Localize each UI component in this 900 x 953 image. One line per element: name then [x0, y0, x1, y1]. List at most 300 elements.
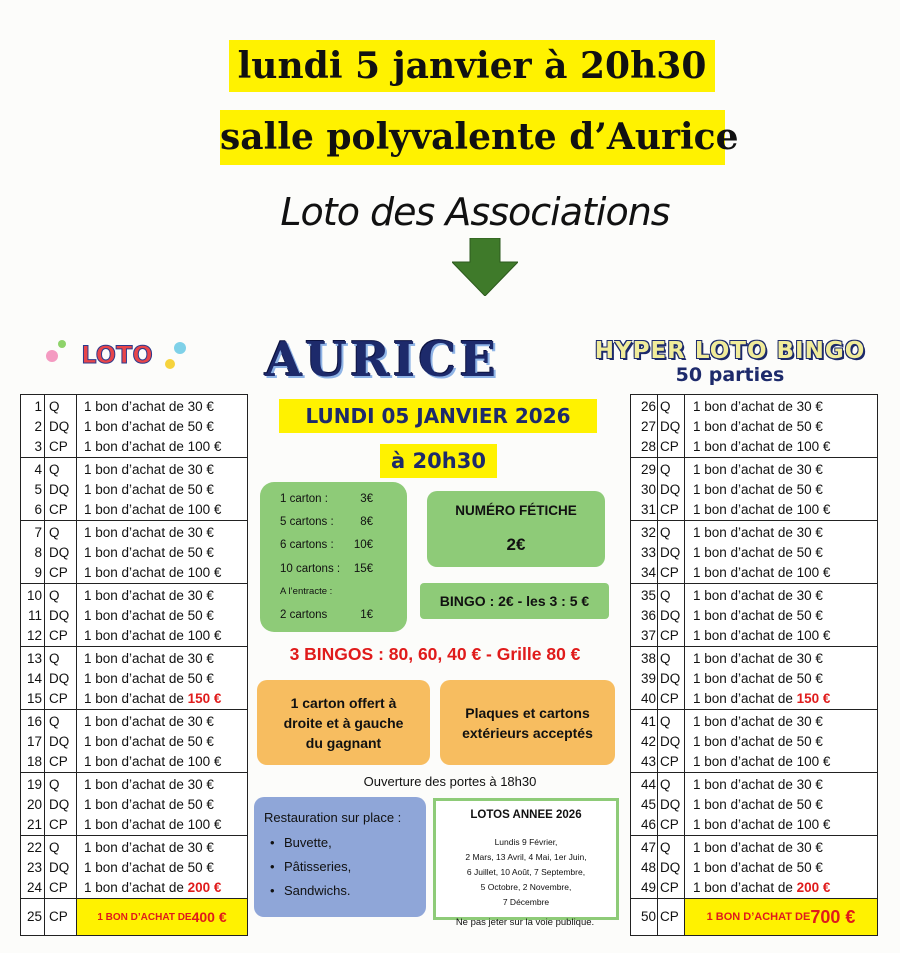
carton-price-value: 10€: [353, 539, 373, 551]
prize-description: [693, 669, 823, 690]
lotos-2026-box: [433, 798, 619, 920]
prize-highlight: 200 €: [796, 880, 831, 895]
prize-highlight: 150 €: [796, 691, 831, 706]
game-type: Q: [660, 525, 671, 540]
prize-row: [21, 586, 247, 607]
carton-price-label: 10 cartons :: [280, 563, 341, 575]
game-type: Q: [660, 399, 671, 414]
prize-row: [631, 649, 877, 670]
game-number: 44: [640, 777, 656, 792]
prize-text: 1 bon d’achat de 100 €: [84, 817, 222, 832]
catering-title: Restauration sur place :: [264, 810, 402, 825]
game-type: CP: [49, 754, 68, 769]
prize-description: [84, 775, 214, 796]
game-type: Q: [49, 840, 60, 855]
prize-text: 1 bon d’achat de 50 €: [693, 608, 823, 623]
prize-description: [84, 606, 214, 627]
prize-text: 1 BON D’ACHAT DE: [97, 911, 192, 923]
carton-price-value: 15€: [353, 563, 373, 575]
prize-text: 1 bon d’achat de 50 €: [84, 797, 214, 812]
prize-text: 1 bon d’achat de 50 €: [693, 419, 823, 434]
game-type: CP: [660, 691, 679, 706]
prize-row: [631, 795, 877, 816]
game-number: 47: [640, 840, 656, 855]
prize-group: [21, 710, 247, 773]
game-type: DQ: [49, 734, 70, 749]
prize-description: [693, 815, 830, 836]
prize-row: [21, 500, 247, 521]
game-number: 27: [640, 419, 656, 434]
game-number: 37: [640, 628, 656, 643]
down-arrow-icon: [452, 238, 518, 296]
prize-row: [21, 649, 247, 670]
doors-open-time: Ouverture des portes à 18h30: [363, 774, 537, 789]
game-type: DQ: [49, 797, 70, 812]
external-cards-box: [440, 680, 615, 765]
game-number: 16: [26, 714, 42, 729]
prize-group: [631, 773, 877, 836]
game-type: Q: [660, 714, 671, 729]
bingos-prizes: 3 BINGOS : 80, 60, 40 € - Grille 80 €: [289, 644, 581, 664]
game-number: 50: [640, 909, 656, 924]
game-type: DQ: [49, 608, 70, 623]
prize-text: 1 bon d’achat de 30 €: [84, 588, 214, 603]
prize-group: [21, 773, 247, 836]
game-type: DQ: [49, 482, 70, 497]
game-number: 45: [640, 797, 656, 812]
prize-description: [84, 417, 214, 438]
game-number: 49: [640, 880, 656, 895]
prize-text: 1 bon d’achat de 30 €: [84, 525, 214, 540]
prize-group: [631, 521, 877, 584]
prize-description: [693, 775, 823, 796]
game-type: CP: [660, 909, 679, 924]
game-number: 4: [34, 462, 42, 477]
prize-description: [84, 500, 221, 521]
prize-group: [631, 395, 877, 458]
prize-description: [693, 626, 830, 647]
entracte-price-label: 2 cartons: [280, 609, 328, 621]
prize-text: 1 bon d’achat de: [693, 880, 797, 895]
prize-row: [631, 626, 877, 647]
game-type: CP: [49, 565, 68, 580]
prize-text: 1 bon d’achat de 100 €: [84, 754, 222, 769]
prize-text: 1 bon d’achat de 30 €: [693, 651, 823, 666]
prize-description: [693, 586, 823, 607]
game-type: CP: [660, 439, 679, 454]
prize-row: [631, 838, 877, 859]
prize-description: [693, 606, 823, 627]
game-number: 20: [26, 797, 42, 812]
game-type: CP: [49, 691, 68, 706]
prize-description: [84, 460, 214, 481]
prize-description: [84, 878, 221, 899]
game-type: CP: [660, 565, 679, 580]
game-number: 46: [640, 817, 656, 832]
prize-description: [84, 523, 214, 544]
offert-line: droite et à gauche: [283, 714, 404, 731]
prize-description: [693, 523, 823, 544]
column-divider: [684, 395, 685, 935]
game-number: 25: [26, 909, 42, 924]
prize-description: [84, 586, 214, 607]
prize-row: [631, 437, 877, 458]
game-number: 40: [640, 691, 656, 706]
game-number: 43: [640, 754, 656, 769]
prize-text: 1 bon d’achat de 30 €: [693, 714, 823, 729]
prize-row: [21, 712, 247, 733]
prize-text: 1 bon d’achat de 50 €: [693, 671, 823, 686]
game-number: 14: [26, 671, 42, 686]
game-number: 21: [26, 817, 42, 832]
prize-description: [693, 752, 830, 773]
free-carton-box: [257, 680, 430, 765]
game-type: Q: [49, 651, 60, 666]
game-number: 10: [26, 588, 42, 603]
game-number: 11: [27, 608, 42, 623]
prize-text: 1 bon d’achat de 30 €: [693, 777, 823, 792]
prize-row: [631, 417, 877, 438]
prize-text: 1 bon d’achat de 30 €: [693, 399, 823, 414]
carton-price-label: 6 cartons :: [280, 539, 334, 551]
prize-text: 1 bon d’achat de 50 €: [693, 797, 823, 812]
game-type: CP: [49, 817, 68, 832]
event-date-banner: lundi 5 janvier à 20h30: [229, 40, 715, 92]
right-prize-table: [630, 394, 878, 936]
left-prize-table: [20, 394, 248, 936]
prize-row: [631, 878, 877, 899]
prize-row: [21, 543, 247, 564]
town-title: AURICE: [264, 332, 500, 388]
game-number: 35: [640, 588, 656, 603]
prize-text: 1 bon d’achat de 30 €: [84, 714, 214, 729]
game-type: CP: [49, 909, 68, 924]
game-type: DQ: [660, 545, 681, 560]
game-type: CP: [660, 754, 679, 769]
game-number: 33: [640, 545, 656, 560]
lotos-line: 6 Juillet, 10 Août, 7 Septembre,: [466, 867, 586, 877]
catering-item: • Sandwichs.: [284, 883, 350, 898]
prize-row: [631, 858, 877, 879]
game-number: 17: [26, 734, 42, 749]
prize-description: [84, 858, 214, 879]
prize-row: [631, 752, 877, 773]
prize-text: 1 bon d’achat de 100 €: [84, 628, 222, 643]
game-number: 48: [640, 860, 656, 875]
prize-text: 1 bon d’achat de 50 €: [693, 860, 823, 875]
game-type: Q: [49, 399, 60, 414]
prize-row: [21, 460, 247, 481]
prize-highlight: 400 €: [191, 909, 227, 925]
catering-item: • Pâtisseries,: [284, 859, 351, 874]
prize-text: 1 bon d’achat de 30 €: [693, 588, 823, 603]
prize-description: [84, 795, 214, 816]
event-date: LUNDI 05 JANVIER 2026: [279, 399, 597, 433]
entracte-label: A l’entracte :: [280, 586, 333, 597]
prize-row: [21, 858, 247, 879]
prize-description: [693, 689, 830, 710]
prize-row-final: [21, 899, 247, 935]
bingo-price: BINGO : 2€ - les 3 : 5 €: [420, 583, 609, 619]
prize-description: [84, 437, 221, 458]
prize-text: 1 bon d’achat de 30 €: [84, 651, 214, 666]
game-number: 15: [26, 691, 42, 706]
prize-text: 1 bon d’achat de 30 €: [693, 840, 823, 855]
game-number: 24: [26, 880, 42, 895]
game-number: 19: [26, 777, 42, 792]
prize-description: [693, 649, 823, 670]
prize-text: 1 bon d’achat de 30 €: [84, 840, 214, 855]
prize-text: 1 bon d’achat de 30 €: [693, 462, 823, 477]
prize-row: [21, 838, 247, 859]
prize-text: 1 bon d’achat de 50 €: [84, 545, 214, 560]
game-number: 18: [26, 754, 42, 769]
prize-row: [631, 460, 877, 481]
prize-description: [693, 437, 830, 458]
prize-row: [21, 795, 247, 816]
game-number: 28: [640, 439, 656, 454]
game-number: 38: [640, 651, 656, 666]
game-number: 26: [640, 399, 656, 414]
prize-group: [21, 395, 247, 458]
prize-row: [631, 586, 877, 607]
prize-description: [84, 543, 214, 564]
prize-row: [21, 878, 247, 899]
carton-price-label: 5 cartons :: [280, 516, 334, 528]
carton-price-value: 3€: [360, 493, 373, 505]
hyper-loto-bingo-title: HYPER LOTO BINGO: [594, 338, 866, 364]
prize-text: 1 bon d’achat de 100 €: [84, 439, 222, 454]
game-number: 3: [34, 439, 42, 454]
prize-row: [21, 437, 247, 458]
prize-description: [693, 858, 823, 879]
loto-logo-text: LOTO: [81, 341, 153, 369]
prize-description: [84, 712, 214, 733]
lotos-line: 2 Mars, 13 Avril, 4 Mai, 1er Juin,: [465, 852, 587, 862]
game-type: Q: [660, 462, 671, 477]
prize-description: [693, 500, 830, 521]
game-type: DQ: [49, 545, 70, 560]
prize-text: 1 bon d’achat de 100 €: [693, 502, 831, 517]
prize-group: [631, 710, 877, 773]
game-type: Q: [660, 840, 671, 855]
prize-description: [693, 460, 823, 481]
prize-text: 1 BON D’ACHAT DE: [706, 911, 811, 923]
lotos-line: 7 Décembre: [502, 897, 550, 907]
prize-text: 1 bon d’achat de 50 €: [693, 545, 823, 560]
prize-row: [21, 523, 247, 544]
prize-description: [84, 732, 214, 753]
plaques-line: Plaques et cartons: [465, 704, 590, 721]
prize-text: 1 bon d’achat de 50 €: [84, 734, 214, 749]
prize-row: [21, 669, 247, 690]
game-number: 34: [640, 565, 656, 580]
prize-description: [693, 838, 823, 859]
fetiche-title: NUMÉRO FÉTICHE: [455, 503, 577, 518]
game-number: 22: [26, 840, 42, 855]
prize-row: [631, 543, 877, 564]
prize-row: [631, 563, 877, 584]
prize-text: 1 bon d’achat de 100 €: [693, 565, 831, 580]
game-type: Q: [660, 651, 671, 666]
game-type: Q: [49, 714, 60, 729]
prize-row: [21, 480, 247, 501]
prize-text: 1 bon d’achat de 100 €: [693, 817, 831, 832]
prize-description: [693, 480, 823, 501]
prize-row: [631, 397, 877, 418]
prize-description: [693, 563, 830, 584]
prize-text: 1 bon d’achat de: [693, 691, 797, 706]
game-number: 23: [26, 860, 42, 875]
prize-group: [631, 584, 877, 647]
game-type: Q: [49, 777, 60, 792]
game-number: 42: [640, 734, 656, 749]
prize-description: [693, 878, 830, 899]
prize-row: [631, 775, 877, 796]
prize-text: 1 bon d’achat de 100 €: [693, 439, 831, 454]
game-type: DQ: [660, 797, 681, 812]
game-number: 6: [34, 502, 42, 517]
prize-text: 1 bon d’achat de: [84, 691, 188, 706]
game-number: 2: [34, 419, 42, 434]
game-number: 31: [640, 502, 656, 517]
prize-highlight: 200 €: [187, 880, 222, 895]
carton-price-value: 8€: [360, 516, 373, 528]
prize-text: 1 bon d’achat de 30 €: [84, 399, 214, 414]
prize-description: [84, 397, 214, 418]
carton-price-label: 1 carton :: [280, 493, 328, 505]
prize-description: [84, 669, 214, 690]
loto-logo-icon: [42, 336, 192, 372]
prize-description: [84, 815, 221, 836]
prize-text: 1 bon d’achat de 100 €: [84, 565, 222, 580]
prize-row: [631, 689, 877, 710]
prize-row: [21, 815, 247, 836]
game-number: 30: [640, 482, 656, 497]
prize-text: 1 bon d’achat de: [84, 880, 188, 895]
column-divider: [657, 395, 658, 935]
prize-text: 1 bon d’achat de 30 €: [84, 462, 214, 477]
prize-description: [84, 752, 221, 773]
game-number: 8: [34, 545, 42, 560]
prize-group: [631, 647, 877, 710]
prize-row: [21, 775, 247, 796]
prize-description: [693, 795, 823, 816]
prize-row: [21, 417, 247, 438]
game-number: 29: [640, 462, 656, 477]
event-time: à 20h30: [380, 444, 497, 478]
prize-text: 1 bon d’achat de 50 €: [84, 419, 214, 434]
lotos-line: Lundis 9 Février,: [494, 837, 558, 847]
prize-row: [21, 752, 247, 773]
prize-text: 1 bon d’achat de 50 €: [84, 860, 214, 875]
prize-text: 1 bon d’achat de 50 €: [84, 482, 214, 497]
prize-row: [21, 606, 247, 627]
lotos-title: LOTOS ANNEE 2026: [470, 809, 582, 821]
game-type: DQ: [49, 419, 70, 434]
prize-description: [693, 397, 823, 418]
game-type: DQ: [49, 860, 70, 875]
prize-group: [21, 458, 247, 521]
column-divider: [76, 395, 77, 935]
game-number: 5: [34, 482, 42, 497]
prize-row: [631, 523, 877, 544]
litter-notice: Ne pas jeter sur la voie publique.: [455, 917, 595, 928]
offert-line: 1 carton offert à: [290, 694, 397, 711]
catering-item: • Buvette,: [284, 835, 332, 850]
game-number: 36: [640, 608, 656, 623]
game-type: Q: [49, 462, 60, 477]
game-type: CP: [49, 439, 68, 454]
game-type: CP: [660, 817, 679, 832]
prize-row: [631, 669, 877, 690]
prize-row-final: [631, 899, 877, 935]
prize-row: [631, 712, 877, 733]
prize-text: 1 bon d’achat de 50 €: [693, 482, 823, 497]
fetiche-price: 2€: [506, 535, 526, 554]
game-type: CP: [660, 502, 679, 517]
prize-description: [84, 689, 221, 710]
prize-description: [84, 626, 221, 647]
catering-box: [254, 797, 426, 917]
prize-description: [84, 563, 221, 584]
prize-description: [84, 838, 214, 859]
prize-text: 1 bon d’achat de 30 €: [84, 777, 214, 792]
prize-description: [693, 712, 823, 733]
prize-row: [631, 500, 877, 521]
lotos-line: 5 Octobre, 2 Novembre,: [480, 882, 572, 892]
game-number: 39: [640, 671, 656, 686]
prize-description: [693, 417, 823, 438]
game-number: 7: [34, 525, 42, 540]
game-type: CP: [660, 880, 679, 895]
offert-line: du gagnant: [305, 734, 382, 751]
game-type: DQ: [660, 671, 681, 686]
prize-row: [631, 480, 877, 501]
prize-description: [693, 732, 823, 753]
prize-text: 1 bon d’achat de 50 €: [693, 734, 823, 749]
game-type: DQ: [660, 734, 681, 749]
parties-count: 50 parties: [675, 364, 785, 386]
prize-row: [631, 732, 877, 753]
game-number: 1: [34, 399, 42, 414]
prize-row: [21, 563, 247, 584]
game-type: DQ: [660, 482, 681, 497]
final-prize-cell: [685, 899, 877, 935]
game-type: DQ: [660, 608, 681, 623]
game-type: Q: [49, 588, 60, 603]
prize-row: [21, 689, 247, 710]
plaques-line: extérieurs acceptés: [462, 724, 593, 741]
prize-group: [21, 584, 247, 647]
prize-text: 1 bon d’achat de 30 €: [693, 525, 823, 540]
prize-row: [21, 732, 247, 753]
game-type: Q: [660, 588, 671, 603]
prize-row: [21, 626, 247, 647]
game-number: 13: [26, 651, 42, 666]
prize-row: [631, 815, 877, 836]
game-type: DQ: [660, 419, 681, 434]
game-type: DQ: [49, 671, 70, 686]
game-type: CP: [660, 628, 679, 643]
prize-group: [631, 836, 877, 899]
prize-highlight: 150 €: [187, 691, 222, 706]
game-type: CP: [49, 502, 68, 517]
prize-text: 1 bon d’achat de 50 €: [84, 608, 214, 623]
prize-description: [693, 543, 823, 564]
game-number: 32: [640, 525, 656, 540]
prize-group: [21, 836, 247, 899]
